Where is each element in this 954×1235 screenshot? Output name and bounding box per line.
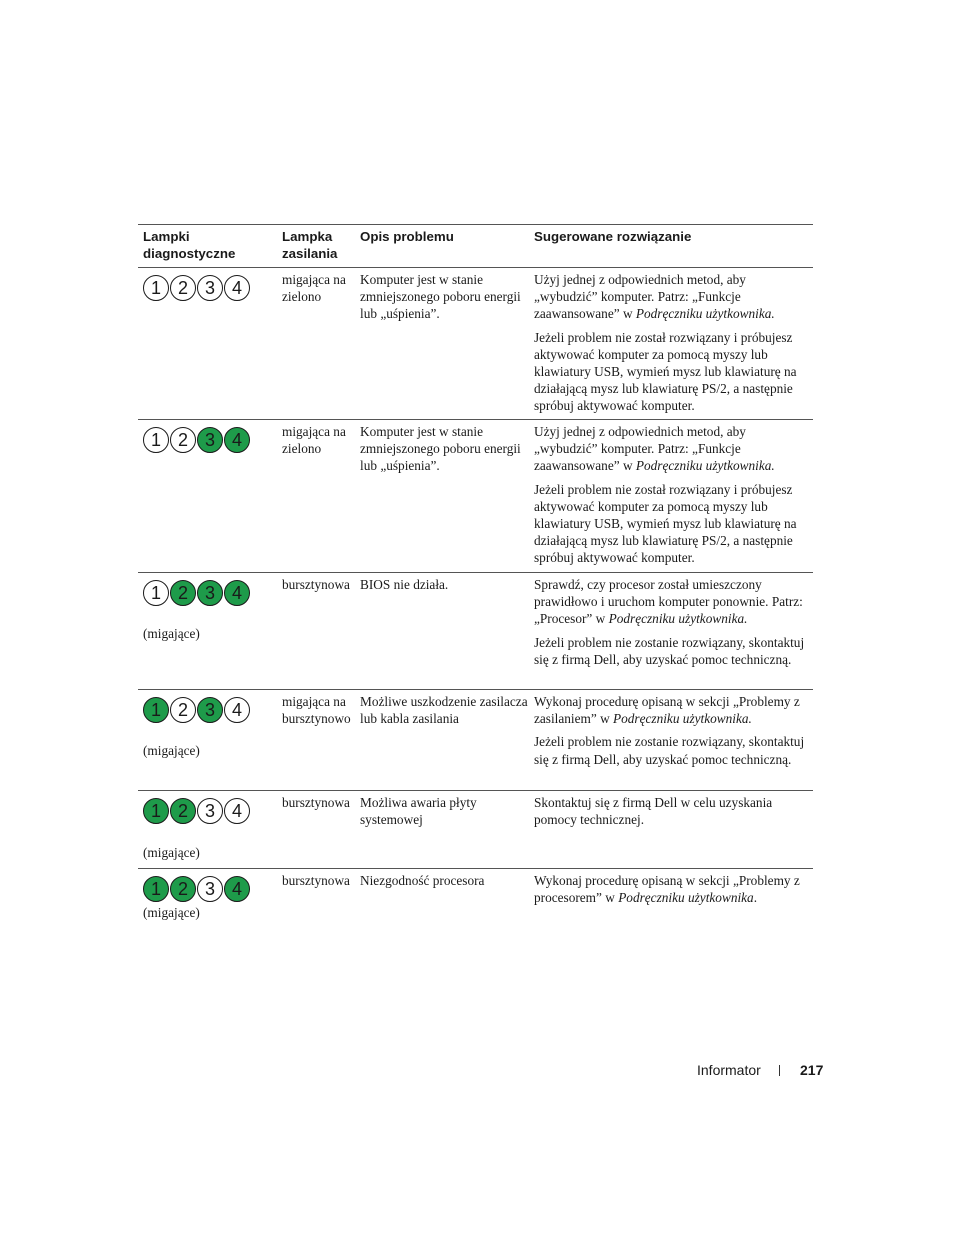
table-row <box>138 573 813 690</box>
diagnostic-light-2-off-icon: 2 <box>170 275 196 301</box>
manual-title-reference: Podręczniku użytkownika. <box>635 306 775 322</box>
diagnostic-light-2-off-icon: 2 <box>170 427 196 453</box>
diagnostic-light-3-off-icon: 3 <box>197 876 223 902</box>
diagnostic-light-3-on-icon: 3 <box>197 580 223 606</box>
table-row <box>138 690 813 791</box>
diagnostic-light-1-off-icon: 1 <box>143 427 169 453</box>
power-light-cell: bursztynowa <box>282 873 350 888</box>
solution-paragraph <box>534 872 809 906</box>
diagnostic-light-2-on-icon: 2 <box>170 798 196 824</box>
table-row <box>138 268 813 420</box>
page-number: 217 <box>800 1062 824 1078</box>
solution-paragraph-followup: Jeżeli problem nie zostanie rozwiązany, skontaktuj się z firmą Dell, aby uzyskać pomoc techniczną. <box>534 634 805 667</box>
table-row <box>138 869 813 920</box>
diagnostic-light-2-off-icon: 2 <box>170 697 196 723</box>
diagnostic-light-1-on-icon: 1 <box>143 876 169 902</box>
solution-paragraph-followup: Jeżeli problem nie został rozwiązany i próbujesz aktywować komputer za pomocą myszy lub klawiatury USB, wymień mysz lub klawiaturę na działającą mysz lub klawiaturę PS/2, a następnie spróbuj aktywować komputer. <box>534 481 797 566</box>
solution-text: Sprawdź, czy procesor został umieszczony prawidłowo i uruchom komputer ponownie. Patrz: „Procesor” w <box>534 577 803 627</box>
solution-text: Użyj jednej z odpowiednich metod, aby „wybudzić” komputer. Patrz: „Funkcje zaawansowane” w <box>534 272 746 322</box>
header-suggested-solution: Sugerowane rozwiązanie <box>534 229 692 244</box>
diagnostic-light-1-on-icon: 1 <box>143 798 169 824</box>
manual-title-reference: Podręczniku użytkownika. <box>608 611 748 627</box>
header-power-light: Lampka zasilania <box>282 229 338 261</box>
diagnostic-light-1-off-icon: 1 <box>143 275 169 301</box>
table-row <box>138 791 813 869</box>
solution-paragraph <box>534 271 809 323</box>
diagnostic-light-2-on-icon: 2 <box>170 876 196 902</box>
problem-description-cell: BIOS nie działa. <box>360 577 449 592</box>
suggested-solution-cell <box>529 268 813 419</box>
diagnostic-lights-cell <box>138 869 277 920</box>
problem-description-cell: Możliwa awaria płyty systemowej <box>360 795 477 828</box>
power-light-cell: migająca na zielono <box>282 272 346 305</box>
suggested-solution-cell <box>529 573 813 689</box>
diagnostic-light-1-off-icon: 1 <box>143 580 169 606</box>
diagnostic-lights-cell <box>138 420 277 572</box>
power-light-cell: bursztynowa <box>282 577 350 592</box>
diagnostic-light-3-on-icon: 3 <box>197 427 223 453</box>
diagnostic-lights-pattern <box>143 876 277 902</box>
power-light-cell: migająca na bursztynowo <box>282 694 351 727</box>
diagnostic-lights-pattern <box>143 275 277 301</box>
solution-paragraph <box>534 576 809 628</box>
diagnostic-lights-cell <box>138 791 277 868</box>
blinking-note: (migające) <box>143 905 200 920</box>
problem-description-cell: Komputer jest w stanie zmniejszonego poboru energii lub „uśpienia”. <box>360 272 521 322</box>
solution-paragraph <box>534 794 809 828</box>
solution-paragraph-followup: Jeżeli problem nie zostanie rozwiązany, skontaktuj się z firmą Dell, aby uzyskać pomoc techniczną. <box>534 734 805 767</box>
suggested-solution-cell <box>529 791 813 868</box>
diagnostic-light-4-off-icon: 4 <box>224 798 250 824</box>
solution-text: Skontaktuj się z firmą Dell w celu uzyskania pomocy technicznej. <box>534 795 773 828</box>
manual-title-reference: Podręczniku użytkownika. <box>635 458 775 474</box>
diagnostic-light-2-on-icon: 2 <box>170 580 196 606</box>
blinking-note: (migające) <box>143 743 200 758</box>
diagnostic-lights-pattern <box>143 697 277 723</box>
manual-title-reference: Podręczniku użytkownika. <box>613 711 752 727</box>
diagnostic-lights-pattern <box>143 798 277 824</box>
header-diagnostic-lights: Lampki diagnostyczne <box>143 229 236 261</box>
suggested-solution-cell <box>529 869 813 911</box>
suggested-solution-cell <box>529 420 813 572</box>
diagnostic-lights-pattern <box>143 427 277 453</box>
diagnostic-lights-table <box>138 224 813 920</box>
solution-paragraph <box>534 423 809 475</box>
diagnostic-light-1-on-icon: 1 <box>143 697 169 723</box>
diagnostic-light-4-off-icon: 4 <box>224 275 250 301</box>
manual-title-reference: Podręczniku użytkownika <box>618 890 754 906</box>
diagnostic-lights-cell <box>138 268 277 419</box>
solution-text: Wykonaj procedurę opisaną w sekcji „Problemy z zasilaniem” w <box>534 694 800 727</box>
problem-description-cell: Niezgodność procesora <box>360 873 485 888</box>
diagnostic-light-3-on-icon: 3 <box>197 697 223 723</box>
power-light-cell: migająca na zielono <box>282 424 346 457</box>
solution-text: Wykonaj procedurę opisaną w sekcji „Problemy z procesorem” w <box>534 873 800 906</box>
diagnostic-lights-cell <box>138 690 277 790</box>
solution-text: Użyj jednej z odpowiednich metod, aby „wybudzić” komputer. Patrz: „Funkcje zaawansowane” w <box>534 424 746 474</box>
footer-section-label: Informator <box>697 1062 761 1078</box>
power-light-cell: bursztynowa <box>282 795 350 810</box>
diagnostic-lights-pattern <box>143 580 277 606</box>
diagnostic-light-3-off-icon: 3 <box>197 798 223 824</box>
diagnostic-light-4-on-icon: 4 <box>224 580 250 606</box>
blinking-note: (migające) <box>143 626 200 641</box>
solution-paragraph-followup: Jeżeli problem nie został rozwiązany i próbujesz aktywować komputer za pomocą myszy lub klawiatury USB, wymień mysz lub klawiaturę na działającą mysz lub klawiaturę PS/2, a następnie spróbuj aktywować komputer. <box>534 329 797 414</box>
header-problem-description: Opis problemu <box>360 229 454 244</box>
diagnostic-light-4-on-icon: 4 <box>224 427 250 453</box>
suggested-solution-cell <box>529 690 813 790</box>
diagnostic-light-3-off-icon: 3 <box>197 275 223 301</box>
diagnostic-light-4-on-icon: 4 <box>224 876 250 902</box>
problem-description-cell: Komputer jest w stanie zmniejszonego poboru energii lub „uśpienia”. <box>360 424 521 474</box>
table-header <box>138 225 813 268</box>
problem-description-cell: Możliwe uszkodzenie zasilacza lub kabla zasilania <box>360 694 528 727</box>
blinking-note: (migające) <box>143 845 200 860</box>
footer-separator <box>779 1065 780 1076</box>
solution-paragraph <box>534 693 809 727</box>
diagnostic-light-4-off-icon: 4 <box>224 697 250 723</box>
diagnostic-lights-cell <box>138 573 277 689</box>
solution-text-end: . <box>753 890 758 906</box>
table-row <box>138 420 813 573</box>
